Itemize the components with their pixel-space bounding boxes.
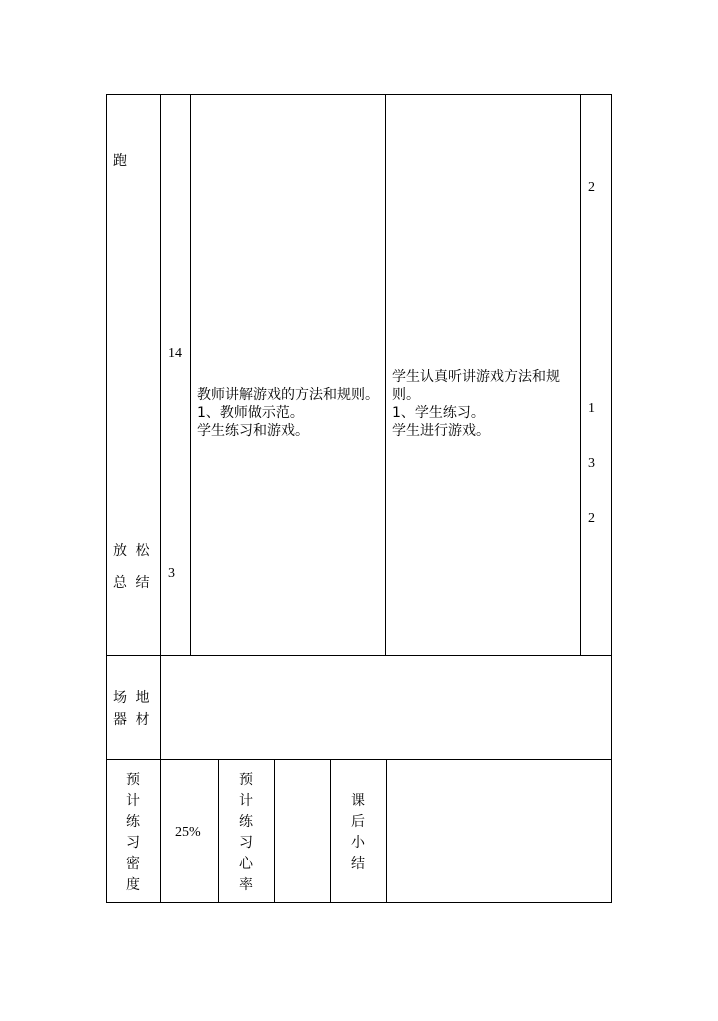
teacher-method-line-3: 学生练习和游戏。 xyxy=(197,423,309,439)
heart-rate-label: 预计练习心率 xyxy=(239,772,253,893)
col-divider-item xyxy=(160,94,161,656)
table-border-left xyxy=(106,94,107,903)
col-divider-venue xyxy=(160,655,161,760)
table-border-top xyxy=(106,94,612,95)
item-run-label: 跑 xyxy=(113,153,127,169)
venue-label-line-2: 器 材 xyxy=(113,712,152,728)
venue-label-line-1: 场 地 xyxy=(113,690,152,706)
col-divider-footer-2 xyxy=(218,759,219,903)
col-divider-footer-3 xyxy=(274,759,275,903)
col-divider-student xyxy=(580,94,581,656)
row-divider-2 xyxy=(106,759,612,760)
count-value-4: 2 xyxy=(588,511,595,526)
col-divider-footer-4 xyxy=(330,759,331,903)
col-divider-teacher xyxy=(385,94,386,656)
student-activity-line-3: 1、学生练习。 xyxy=(392,405,485,421)
count-value-2: 1 xyxy=(588,401,595,416)
teacher-method-line-1: 教师讲解游戏的方法和规则。 xyxy=(197,387,379,403)
time-main-value: 14 xyxy=(168,346,182,361)
row-divider-1 xyxy=(106,655,612,656)
student-activity-line-1: 学生认真听讲游戏方法和规 xyxy=(392,369,560,385)
item-relax-label: 放 松 xyxy=(113,543,152,559)
col-divider-footer-5 xyxy=(386,759,387,903)
col-divider-time xyxy=(190,94,191,656)
student-activity-line-2: 则。 xyxy=(392,387,420,403)
col-divider-footer-1 xyxy=(160,759,161,903)
time-end-value: 3 xyxy=(168,566,175,581)
count-value-3: 3 xyxy=(588,456,595,471)
density-label: 预计练习密度 xyxy=(126,772,140,893)
table-border-right xyxy=(611,94,612,903)
student-activity-line-4: 学生进行游戏。 xyxy=(392,423,490,439)
count-value-1: 2 xyxy=(588,180,595,195)
density-value: 25% xyxy=(175,825,201,840)
table-border-bottom xyxy=(106,902,612,903)
after-class-summary-label: 课后小结 xyxy=(351,793,365,872)
item-summary-label: 总 结 xyxy=(113,575,152,591)
teacher-method-line-2: 1、教师做示范。 xyxy=(197,405,304,421)
